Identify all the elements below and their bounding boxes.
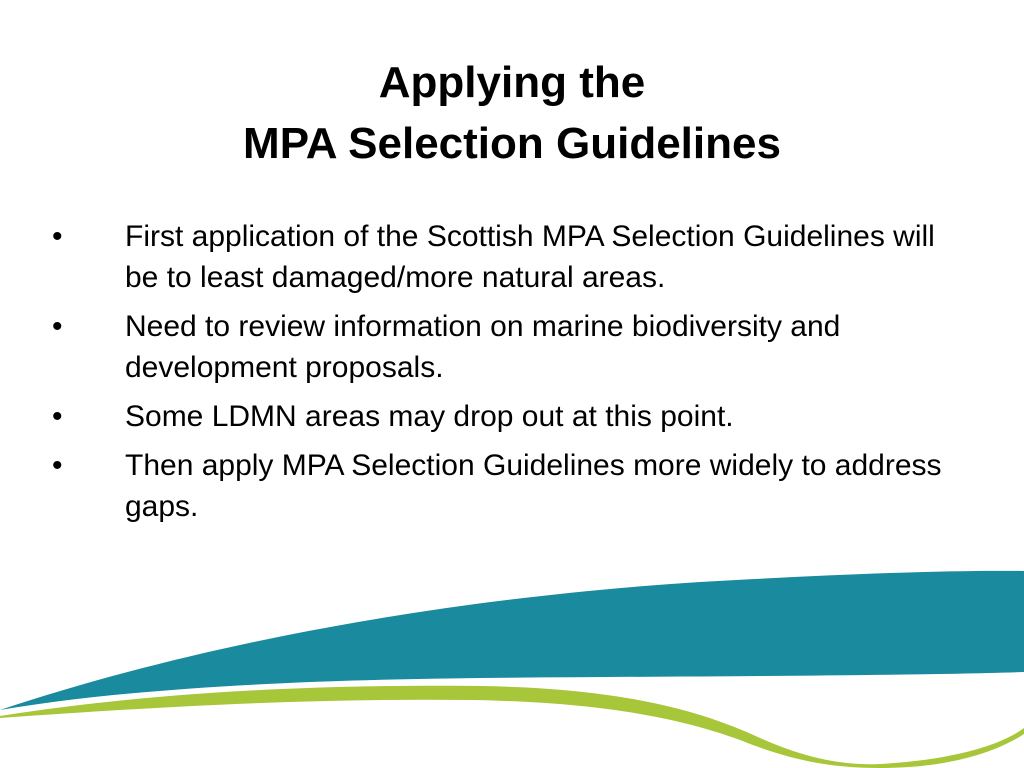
bullet-icon: • (52, 220, 63, 253)
bullet-text: Then apply MPA Selection Guidelines more widely to address gaps. (125, 449, 942, 523)
wave-green-band (0, 686, 1024, 768)
bullet-text: First application of the Scottish MPA Selection Guidelines will be to least damaged/more natural areas. (125, 220, 935, 294)
bullet-text: Some LDMN areas may drop out at this point. (125, 400, 734, 433)
bullet-list (52, 216, 962, 535)
bullet-item (52, 445, 962, 527)
bullet-item (52, 306, 962, 388)
bullet-text: Need to review information on marine biodiversity and development proposals. (125, 310, 841, 384)
title-line-1: Applying the (378, 58, 646, 107)
bullet-icon: • (52, 310, 63, 343)
title-line-2: MPA Selection Guidelines (243, 119, 781, 168)
bullet-icon: • (52, 449, 63, 482)
bullet-item (52, 216, 962, 298)
bullet-item (52, 396, 962, 437)
wave-decoration-icon (0, 560, 1024, 768)
bullet-icon: • (52, 400, 63, 433)
slide-title (0, 52, 1024, 174)
